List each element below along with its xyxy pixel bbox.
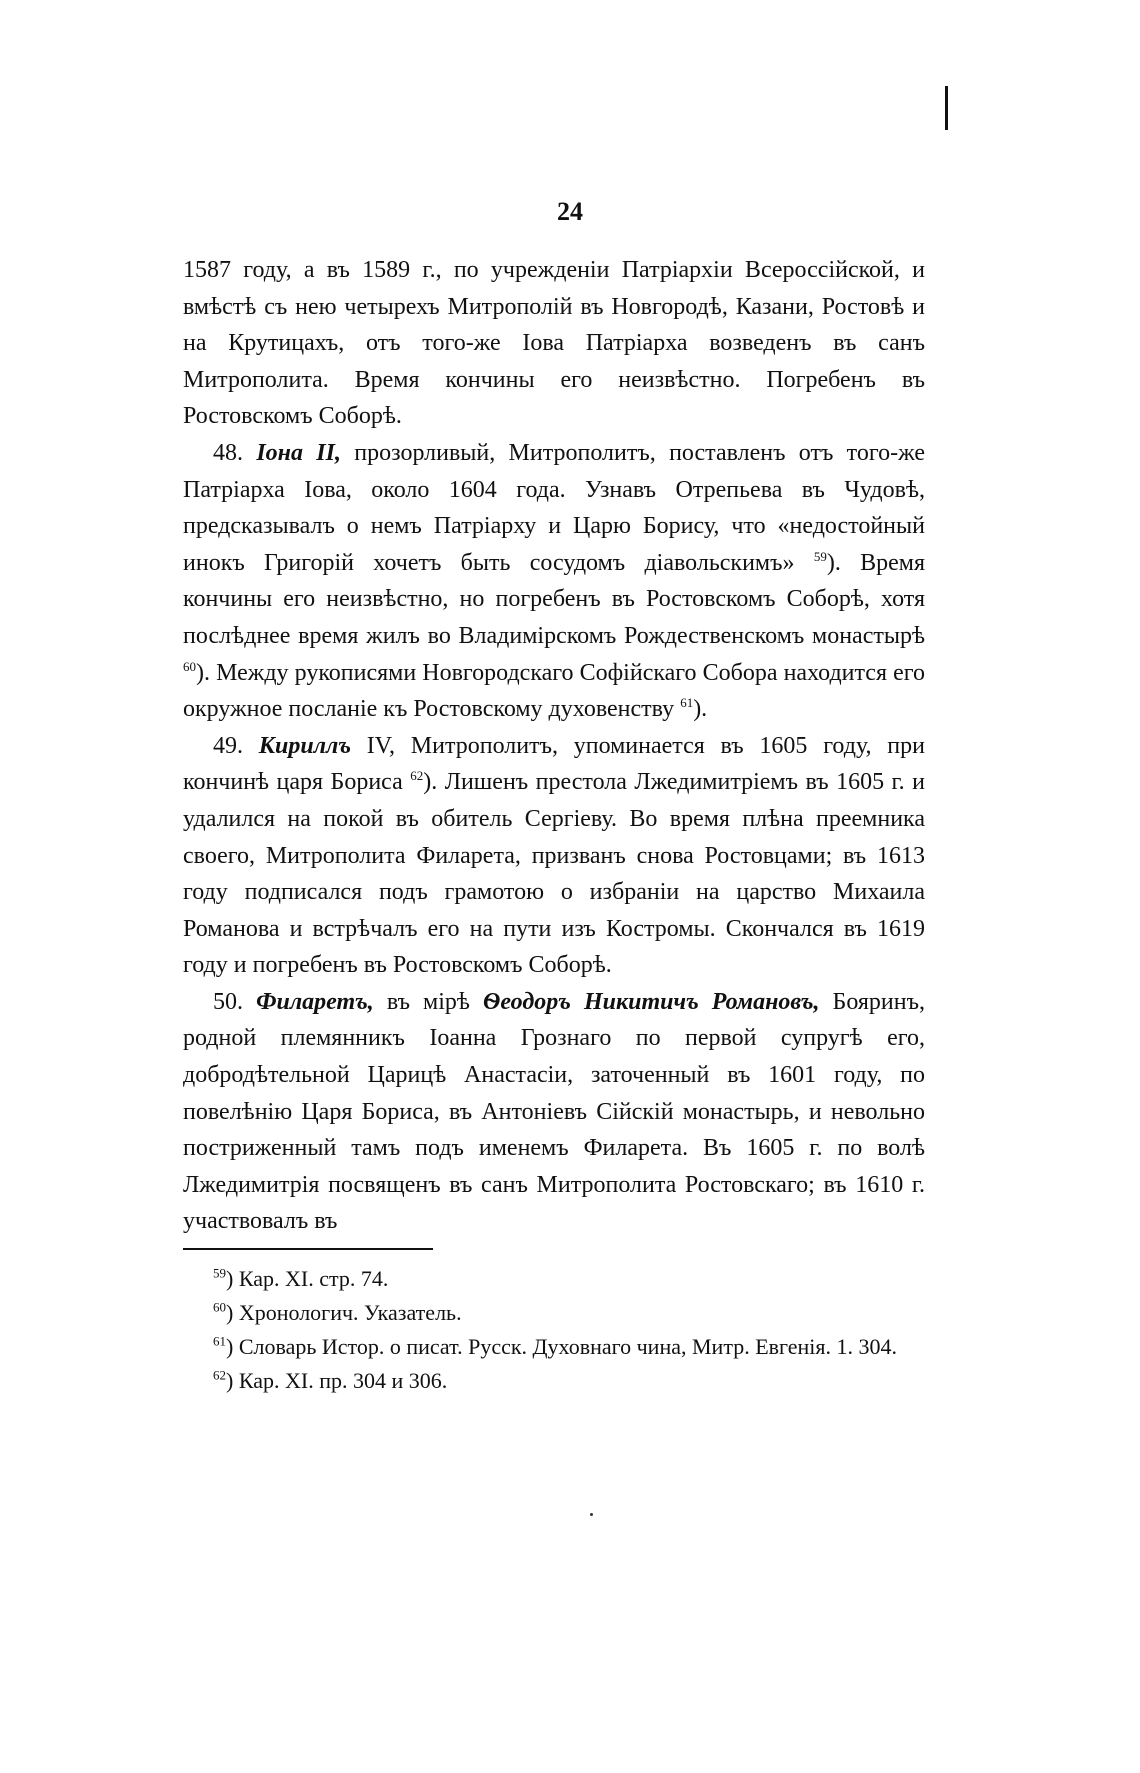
entry-name: Кириллъ: [258, 732, 352, 759]
footnote-text: ) Словарь Истор. о писат. Русск. Духовнаго чина, Митр. Евгенія. 1. 304.: [226, 1334, 898, 1359]
footnotes: [183, 1262, 925, 1398]
footnote-divider: [183, 1248, 433, 1250]
footnote-text: ) Кар. XI. стр. 74.: [226, 1266, 389, 1291]
paragraph-text: ). Время кончины его неизвѣстно, но погребенъ въ Ростовскомъ Соборѣ, хотя послѣднее время жилъ во Владимірскомъ Рождественскомъ монастырѣ: [183, 549, 925, 649]
footnote-number: 60: [213, 1299, 226, 1315]
entry-number: 49.: [213, 732, 243, 759]
footnote-number: 61: [213, 1333, 226, 1349]
paragraph-text: IV, Митрополитъ, упоминается въ 1605 году, при кончинѣ царя Бориса: [183, 732, 925, 796]
paragraph-text: Бояринъ, родной племянникъ Іоанна Грознаго по первой супругѣ его, добродѣтельной Царицѣ Анастасіи, заточенный въ 1601 году, по повелѣнію Царя Бориса, въ Антоніевъ Сійскій монастырь, и невольно постриженный тамъ подъ именемъ Филарета. Въ 1605 г. по волѣ Лжедимитрія посвященъ въ санъ Митрополита Ростовскаго; въ 1610 г. участвовалъ въ: [183, 988, 926, 1235]
footnote-number: 62: [213, 1367, 226, 1383]
paragraph-text: 1587 году, а въ 1589 г., по учрежденіи Патріархіи Всероссійской, и вмѣстѣ съ нею четырехъ Митрополій въ Новгородѣ, Казани, Ростовѣ и на Крутицахъ, отъ того-же Іова Патріарха возведенъ въ санъ Митрополита. Время кончины его неизвѣстно. Погребенъ въ Ростовскомъ Соборѣ.: [183, 257, 925, 430]
footnote-ref: 59: [813, 548, 827, 564]
paragraph-text: ). Лишенъ престола Лжедимитріемъ въ 1605 г. и удалился на покой въ обитель Сергіеву. Во время плѣна преемника своего, Митрополита Филарета, призванъ снова Ростовцами; въ 1613 году подписался подъ грамотою о избраніи на царство Михаила Романова и встрѣчалъ его на пути изъ Костромы. Скончался въ 1619 году и погребенъ въ Ростовскомъ Соборѣ.: [183, 769, 925, 979]
footnote-text: ) Кар. XI. пр. 304 и 306.: [226, 1368, 448, 1393]
paragraph-text: ). Между рукописями Новгородскаго Софійскаго Собора находится его окружное посланіе къ Ростовскому духовенству: [183, 659, 925, 723]
entry-number: 48.: [213, 439, 243, 466]
entry-name: Филаретъ,: [256, 988, 374, 1015]
footnote-ref: 60: [183, 658, 196, 674]
paragraph-50: [183, 984, 925, 1240]
paragraph-text: ).: [693, 696, 708, 723]
footnote-number: 59: [213, 1265, 226, 1281]
footnote: [183, 1364, 925, 1398]
paragraph-48: [183, 435, 925, 728]
paragraph-49: [183, 728, 925, 984]
footnote-ref: 61: [680, 695, 694, 711]
page-number: 24: [557, 197, 583, 226]
paragraph-text: прозорливый, Митрополитъ, поставленъ отъ того-же Патріарха Іова, около 1604 года. Узнавъ Отрепьева въ Чудовѣ, предсказывалъ о немъ Патріарху и Царю Борису, что «недостойный инокъ Григорій хочетъ быть сосудомъ діавольскимъ»: [183, 439, 926, 576]
entry-number: 50.: [213, 988, 243, 1015]
entry-name: Іона II,: [256, 439, 341, 466]
footnote: [183, 1262, 925, 1296]
scan-speck: [590, 1513, 593, 1516]
paragraph-continued: [183, 252, 925, 435]
footnote-text: ) Хронологич. Указатель.: [226, 1300, 462, 1325]
main-text: [183, 252, 925, 1240]
entry-lay-name: Ѳеодоръ Никитичъ Романовъ,: [482, 988, 820, 1015]
footnote-ref: 62: [410, 768, 424, 784]
paragraph-text: въ мірѣ: [373, 988, 483, 1015]
footnote: [183, 1330, 925, 1364]
footnote: [183, 1296, 925, 1330]
margin-mark: [945, 86, 948, 130]
